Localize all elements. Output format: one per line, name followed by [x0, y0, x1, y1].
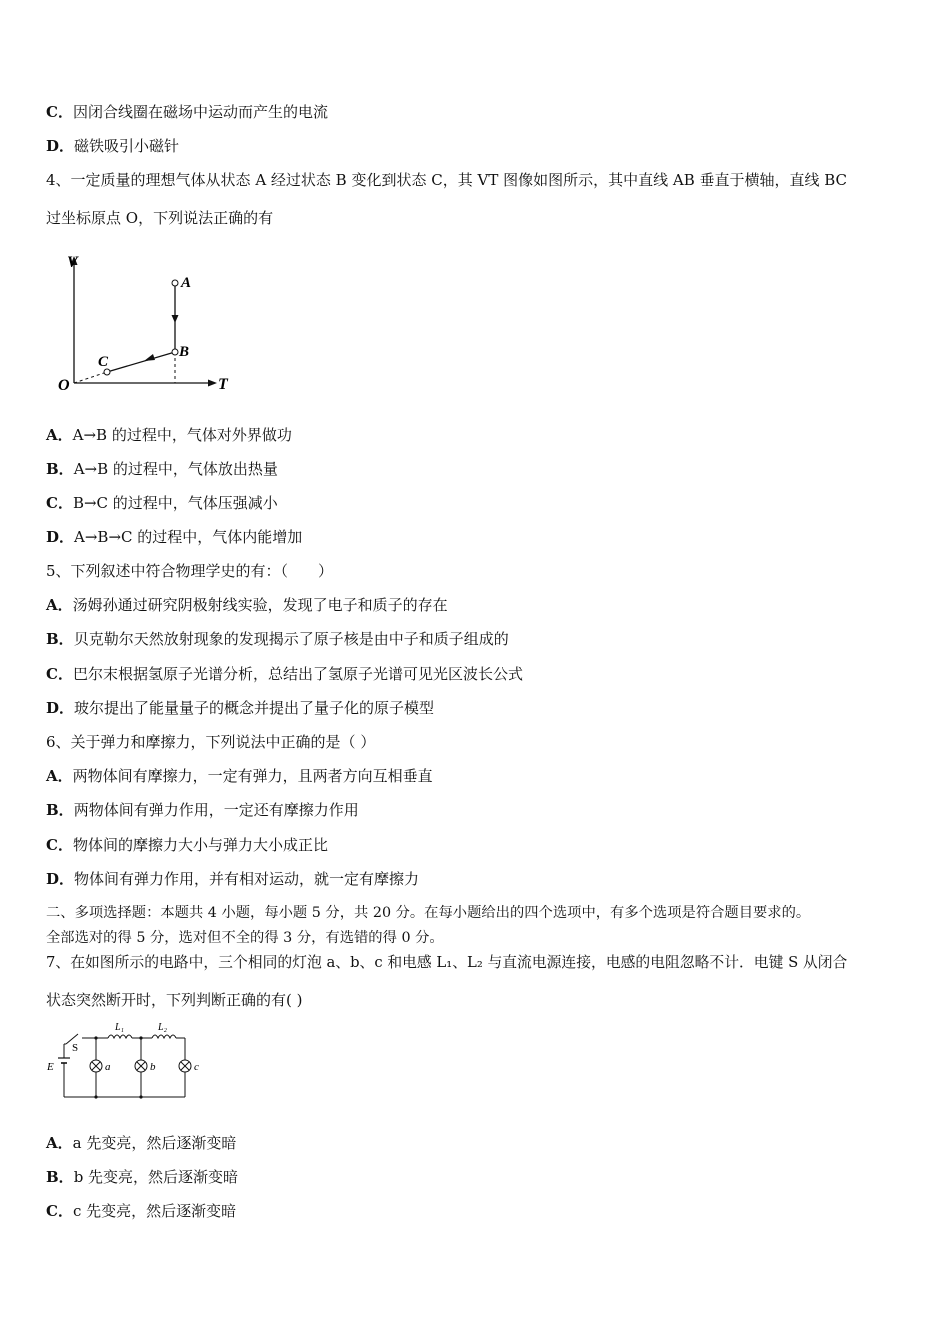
option-letter: D．	[46, 528, 75, 546]
label-e: E	[47, 1061, 54, 1073]
junction	[94, 1036, 97, 1039]
option-text: 磁铁吸引小磁针	[74, 137, 180, 155]
q6-stem: 6、关于弹力和摩擦力，下列说法中正确的是（ ）	[46, 733, 376, 751]
option-text: 贝克勒尔天然放射现象的发现揭示了原子核是由中子和质子组成的	[73, 630, 509, 648]
q5-option-c	[46, 664, 523, 684]
option-letter: D．	[46, 870, 75, 888]
option-letter: C．	[46, 494, 73, 512]
option-text: B→C 的过程中，气体压强减小	[72, 494, 278, 512]
q5-option-b	[46, 629, 509, 649]
option-text: 物体间的摩擦力大小与弹力大小成正比	[72, 836, 328, 854]
q6-option-c	[46, 835, 328, 855]
option-letter: A．	[46, 1134, 73, 1152]
circuit-diagram	[44, 1018, 214, 1104]
inductor-l2	[152, 1035, 176, 1038]
q7-option-a	[46, 1133, 236, 1153]
option-letter: B．	[46, 1168, 74, 1186]
q3-option-c	[46, 102, 328, 122]
option-text: 两物体间有摩擦力，一定有弹力，且两者方向互相垂直	[72, 767, 433, 785]
q3-option-d	[46, 136, 179, 156]
option-text: c 先变亮，然后逐渐变暗	[72, 1202, 237, 1220]
label-o: O	[58, 377, 70, 394]
option-letter: D．	[46, 699, 75, 717]
label-l1: L₁	[115, 1022, 125, 1033]
option-letter: A．	[46, 767, 73, 785]
option-text: b 先变亮，然后逐渐变暗	[73, 1168, 239, 1186]
option-letter: A．	[46, 596, 73, 614]
arrow-ab	[172, 315, 179, 323]
label-a: A	[181, 275, 192, 291]
option-letter: D．	[46, 137, 75, 155]
q6-option-a	[46, 766, 433, 786]
label-l2: L₂	[158, 1022, 168, 1033]
label-b: B	[179, 344, 190, 360]
option-text: A→B→C 的过程中，气体内能增加	[74, 528, 303, 546]
junction	[139, 1095, 142, 1098]
option-letter: B．	[46, 460, 74, 478]
arrow-bc	[144, 354, 155, 361]
vt-graph	[52, 250, 242, 400]
option-text: 巴尔末根据氢原子光谱分析，总结出了氢原子光谱可见光区波长公式	[72, 665, 523, 683]
q7-option-b	[46, 1167, 238, 1187]
q6-option-d	[46, 869, 419, 889]
option-letter: C．	[46, 103, 73, 121]
option-letter: C．	[46, 836, 73, 854]
option-text: 因闭合线圈在磁场中运动而产生的电流	[72, 103, 328, 121]
x-axis-arrow	[208, 380, 217, 387]
label-v: V	[67, 254, 78, 271]
option-text: 汤姆孙通过研究阴极射线实验，发现了电子和质子的存在	[72, 596, 448, 614]
section2-header-line2: 全部选对的得 5 分，选对但不全的得 3 分，有选错的得 0 分。	[46, 930, 444, 946]
q5-stem: 5、下列叙述中符合物理学史的有：（ ）	[46, 562, 334, 580]
q4-option-d	[46, 527, 302, 547]
label-c: C	[98, 354, 109, 370]
label-lamp-a: a	[105, 1061, 111, 1073]
option-text: 玻尔提出了能量量子的概念并提出了量子化的原子模型	[74, 699, 435, 717]
option-letter: B．	[46, 630, 74, 648]
option-letter: C．	[46, 1202, 73, 1220]
q4-option-b	[46, 459, 278, 479]
label-s: S	[72, 1042, 79, 1054]
q4-option-c	[46, 493, 278, 513]
q6-option-b	[46, 800, 359, 820]
option-letter: B．	[46, 801, 74, 819]
option-text: A→B 的过程中，气体放出热量	[73, 460, 278, 478]
q4-stem-line2: 过坐标原点 O，下列说法正确的有	[46, 209, 274, 227]
q5-option-a	[46, 595, 448, 615]
q5-option-d	[46, 698, 434, 718]
section2-header-line1: 二、多项选择题：本题共 4 小题，每小题 5 分，共 20 分。在每小题给出的四个选项中，有多个选项是符合题目要求的。	[46, 905, 811, 921]
q7-option-c	[46, 1201, 236, 1221]
q7-stem-line2: 状态突然断开时，下列判断正确的有( )	[46, 991, 303, 1009]
option-letter: A．	[46, 426, 73, 444]
option-text: 两物体间有弹力作用，一定还有摩擦力作用	[73, 801, 359, 819]
option-letter: C．	[46, 665, 73, 683]
q7-stem-line1: 7、在如图所示的电路中，三个相同的灯泡 a、b、c 和电感 L₁、L₂ 与直流电源连接，电感的电阻忽略不计．电键 S 从闭合	[46, 954, 848, 971]
line-bc	[107, 352, 175, 372]
option-text: 物体间有弹力作用，并有相对运动，就一定有摩擦力	[74, 870, 420, 888]
junction	[94, 1095, 97, 1098]
label-lamp-b: b	[150, 1061, 156, 1073]
point-a	[172, 280, 178, 286]
label-lamp-c: c	[194, 1061, 199, 1073]
label-t: T	[218, 376, 228, 393]
bc-extension	[74, 372, 107, 383]
option-text: a 先变亮，然后逐渐变暗	[72, 1134, 237, 1152]
inductor-l1	[108, 1035, 132, 1038]
junction	[139, 1036, 142, 1039]
q4-stem-line1: 4、一定质量的理想气体从状态 A 经过状态 B 变化到状态 C，其 VT 图像如图所示，其中直线 AB 垂直于横轴，直线 BC	[46, 171, 848, 189]
option-text: A→B 的过程中，气体对外界做功	[72, 426, 292, 444]
point-b	[172, 349, 178, 355]
q4-option-a	[46, 425, 292, 445]
